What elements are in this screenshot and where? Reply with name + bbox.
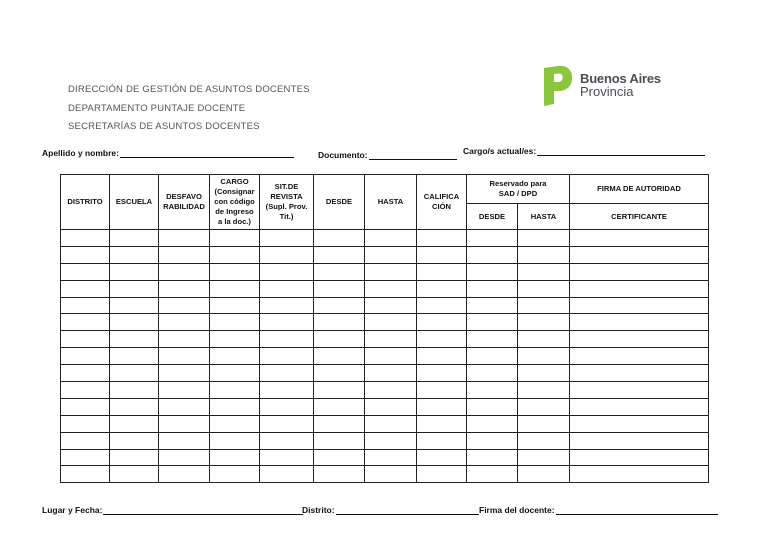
col-sit-line3: (Supl. Prov. (265, 202, 308, 211)
table-cell[interactable] (260, 331, 314, 348)
documento-line[interactable] (369, 150, 457, 160)
table-cell[interactable] (467, 246, 518, 263)
col-cargo (210, 175, 260, 230)
table-row (61, 246, 709, 263)
firma-docente-label: Firma del docente: (479, 505, 555, 515)
table-cell[interactable] (314, 382, 365, 399)
table-cell[interactable] (417, 280, 467, 297)
table-cell[interactable] (61, 415, 110, 432)
table-cell[interactable] (159, 246, 210, 263)
table-cell[interactable] (518, 246, 570, 263)
lugar-fecha-line[interactable] (103, 505, 303, 515)
firma-docente-field[interactable] (479, 505, 718, 515)
table-cell[interactable] (417, 297, 467, 314)
table-cell[interactable] (159, 314, 210, 331)
header-secretarias: SECRETARÍAS DE ASUNTOS DOCENTES (68, 121, 260, 132)
table-row (61, 280, 709, 297)
table-cell[interactable] (159, 348, 210, 365)
table-cell[interactable] (314, 331, 365, 348)
col-cargo-line2: (Consignar (214, 187, 255, 196)
table-cell[interactable] (210, 449, 260, 466)
table-cell[interactable] (110, 449, 159, 466)
table-cell[interactable] (467, 314, 518, 331)
table-cell[interactable] (417, 449, 467, 466)
table-cell[interactable] (110, 314, 159, 331)
table-cell[interactable] (417, 382, 467, 399)
table-cell[interactable] (159, 449, 210, 466)
col-hasta: HASTA (365, 175, 417, 230)
table-cell[interactable] (260, 230, 314, 247)
distrito-line[interactable] (336, 505, 479, 515)
table-cell[interactable] (210, 415, 260, 432)
table-cell[interactable] (417, 331, 467, 348)
col-distrito: DISTRITO (61, 175, 110, 230)
col-sit-line1: SIT.DE (274, 182, 299, 191)
table-cell[interactable] (417, 415, 467, 432)
header-departamento: DEPARTAMENTO PUNTAJE DOCENTE (68, 102, 246, 114)
table-cell[interactable] (260, 415, 314, 432)
table-row (61, 348, 709, 365)
table-cell[interactable] (260, 432, 314, 449)
table-cell[interactable] (260, 280, 314, 297)
table-cell[interactable] (467, 331, 518, 348)
table-cell[interactable] (110, 246, 159, 263)
table-cell[interactable] (314, 398, 365, 415)
table-row (61, 432, 709, 449)
col-res-desde: DESDE (467, 204, 518, 230)
table-cell[interactable] (365, 449, 417, 466)
table-body (61, 230, 709, 483)
table-cell[interactable] (365, 297, 417, 314)
table-cell[interactable] (467, 280, 518, 297)
table-cell[interactable] (518, 365, 570, 382)
table-row (61, 415, 709, 432)
table-cell[interactable] (570, 280, 709, 297)
table-cell[interactable] (260, 348, 314, 365)
table-cell[interactable] (467, 466, 518, 483)
table-cell[interactable] (61, 230, 110, 247)
lugar-fecha-field[interactable] (42, 505, 303, 515)
table-cell[interactable] (110, 398, 159, 415)
cargo-label: Cargo/s actual/es: (463, 146, 537, 156)
table-cell[interactable] (570, 230, 709, 247)
table-cell[interactable] (417, 398, 467, 415)
table-cell[interactable] (61, 432, 110, 449)
col-desfavo-line2: RABILIDAD (163, 202, 205, 211)
table-cell[interactable] (159, 432, 210, 449)
table-cell[interactable] (467, 415, 518, 432)
col-desfavorabilidad (159, 175, 210, 230)
table-cell[interactable] (210, 263, 260, 280)
table-cell[interactable] (159, 365, 210, 382)
table-cell[interactable] (518, 415, 570, 432)
table-cell[interactable] (260, 314, 314, 331)
logo-text (580, 72, 661, 98)
buenos-aires-logo (540, 64, 670, 110)
table-cell[interactable] (570, 297, 709, 314)
table-cell[interactable] (61, 398, 110, 415)
table-cell[interactable] (159, 382, 210, 399)
table-cell[interactable] (417, 246, 467, 263)
col-reservado (467, 175, 570, 204)
table-cell[interactable] (210, 230, 260, 247)
col-firma-autoridad: FIRMA DE AUTORIDAD (570, 175, 709, 204)
table-cell[interactable] (467, 348, 518, 365)
table-cell[interactable] (260, 398, 314, 415)
table-cell[interactable] (365, 382, 417, 399)
table-cell[interactable] (61, 348, 110, 365)
table-cell[interactable] (61, 297, 110, 314)
apellido-line[interactable] (120, 148, 294, 158)
table-cell[interactable] (314, 466, 365, 483)
header-direccion: DIRECCIÓN DE GESTIÓN DE ASUNTOS DOCENTES (68, 84, 310, 95)
table-cell[interactable] (314, 246, 365, 263)
table-row (61, 398, 709, 415)
table-cell[interactable] (159, 263, 210, 280)
table-cell[interactable] (518, 432, 570, 449)
table-cell[interactable] (518, 280, 570, 297)
table-cell[interactable] (314, 230, 365, 247)
table-cell[interactable] (260, 365, 314, 382)
table-cell[interactable] (210, 365, 260, 382)
col-reservado-line2: SAD / DPD (498, 189, 538, 198)
table-cell[interactable] (314, 314, 365, 331)
table-cell[interactable] (210, 331, 260, 348)
table-cell[interactable] (365, 398, 417, 415)
table-cell[interactable] (110, 382, 159, 399)
table-cell[interactable] (314, 432, 365, 449)
table-cell[interactable] (365, 415, 417, 432)
table-cell[interactable] (570, 398, 709, 415)
table-cell[interactable] (365, 466, 417, 483)
cargo-field[interactable] (463, 146, 705, 156)
table-cell[interactable] (417, 230, 467, 247)
table-cell[interactable] (159, 280, 210, 297)
table-row (61, 466, 709, 483)
table-cell[interactable] (518, 263, 570, 280)
table-cell[interactable] (570, 449, 709, 466)
table-cell[interactable] (467, 263, 518, 280)
table-cell[interactable] (570, 348, 709, 365)
table-cell[interactable] (260, 263, 314, 280)
col-res-hasta: HASTA (518, 204, 570, 230)
col-sit-line2: REVISTA (270, 192, 303, 201)
col-cargo-line5: a la doc.) (218, 217, 251, 226)
table-cell[interactable] (314, 348, 365, 365)
table-row (61, 314, 709, 331)
table-cell[interactable] (110, 348, 159, 365)
table-cell[interactable] (159, 297, 210, 314)
table-cell[interactable] (159, 230, 210, 247)
table-cell[interactable] (314, 280, 365, 297)
apellido-field[interactable] (42, 148, 294, 158)
table-cell[interactable] (417, 263, 467, 280)
table-cell[interactable] (260, 246, 314, 263)
table-cell[interactable] (314, 263, 365, 280)
table-cell[interactable] (314, 415, 365, 432)
table-cell[interactable] (159, 415, 210, 432)
table-cell[interactable] (518, 449, 570, 466)
table-cell[interactable] (159, 398, 210, 415)
table-cell[interactable] (260, 466, 314, 483)
table-cell[interactable] (417, 432, 467, 449)
table-row (61, 230, 709, 247)
table-cell[interactable] (110, 280, 159, 297)
col-desde: DESDE (314, 175, 365, 230)
table-cell[interactable] (260, 449, 314, 466)
table-cell[interactable] (61, 331, 110, 348)
col-cargo-line3: con código (214, 197, 255, 206)
table-cell[interactable] (417, 466, 467, 483)
apellido-label: Apellido y nombre: (42, 148, 119, 158)
table-cell[interactable] (365, 432, 417, 449)
table-cell[interactable] (159, 466, 210, 483)
lugar-fecha-label: Lugar y Fecha: (42, 505, 103, 515)
col-calif-line1: CALIFICA (423, 192, 460, 201)
table-cell[interactable] (314, 449, 365, 466)
documento-label: Documento: (318, 150, 368, 160)
col-escuela: ESCUELA (110, 175, 159, 230)
table-cell[interactable] (467, 398, 518, 415)
table-cell[interactable] (570, 331, 709, 348)
table-cell[interactable] (417, 314, 467, 331)
table-cell[interactable] (518, 348, 570, 365)
table-cell[interactable] (570, 415, 709, 432)
table-cell[interactable] (314, 297, 365, 314)
col-calif-line2: CIÓN (432, 202, 451, 211)
table-cell[interactable] (61, 280, 110, 297)
table-cell[interactable] (365, 263, 417, 280)
table-row (61, 382, 709, 399)
table-cell[interactable] (61, 263, 110, 280)
table-cell[interactable] (518, 398, 570, 415)
table-cell[interactable] (314, 365, 365, 382)
table-cell[interactable] (210, 432, 260, 449)
table-cell[interactable] (417, 348, 467, 365)
table-row (61, 297, 709, 314)
table-cell[interactable] (570, 314, 709, 331)
table-cell[interactable] (210, 314, 260, 331)
table-cell[interactable] (110, 432, 159, 449)
documento-field[interactable] (318, 150, 457, 160)
col-cargo-line1: CARGO (220, 177, 249, 186)
table-cell[interactable] (110, 365, 159, 382)
col-calificacion (417, 175, 467, 230)
table-cell[interactable] (518, 297, 570, 314)
table-cell[interactable] (61, 246, 110, 263)
table-cell[interactable] (110, 297, 159, 314)
table-cell[interactable] (467, 382, 518, 399)
distrito-label: Distrito: (302, 505, 335, 515)
table-cell[interactable] (467, 365, 518, 382)
table-cell[interactable] (365, 331, 417, 348)
table-row (61, 365, 709, 382)
table-cell[interactable] (210, 398, 260, 415)
table-cell[interactable] (110, 263, 159, 280)
col-certificante: CERTIFICANTE (570, 204, 709, 230)
table-cell[interactable] (467, 297, 518, 314)
table-cell[interactable] (110, 415, 159, 432)
table-cell[interactable] (467, 432, 518, 449)
table-cell[interactable] (518, 466, 570, 483)
table-cell[interactable] (570, 466, 709, 483)
table-cell[interactable] (210, 280, 260, 297)
table-cell[interactable] (210, 348, 260, 365)
firma-docente-line[interactable] (556, 505, 718, 515)
table-cell[interactable] (518, 314, 570, 331)
table-cell[interactable] (110, 466, 159, 483)
table-cell[interactable] (365, 230, 417, 247)
table-cell[interactable] (210, 466, 260, 483)
table-cell[interactable] (159, 331, 210, 348)
province-p-icon (540, 64, 576, 108)
cargo-line[interactable] (537, 146, 705, 156)
table-cell[interactable] (210, 246, 260, 263)
table-cell[interactable] (570, 365, 709, 382)
table-cell[interactable] (260, 297, 314, 314)
col-situacion-revista (260, 175, 314, 230)
table-cell[interactable] (61, 365, 110, 382)
table-cell[interactable] (570, 246, 709, 263)
table-cell[interactable] (518, 331, 570, 348)
table-cell[interactable] (61, 314, 110, 331)
table-cell[interactable] (260, 382, 314, 399)
table-cell[interactable] (365, 280, 417, 297)
table-cell[interactable] (518, 230, 570, 247)
table-cell[interactable] (61, 382, 110, 399)
table-cell[interactable] (467, 230, 518, 247)
table-cell[interactable] (365, 314, 417, 331)
col-sit-line4: Tit.) (279, 212, 294, 221)
table-cell[interactable] (570, 263, 709, 280)
table-cell[interactable] (365, 246, 417, 263)
table-cell[interactable] (417, 365, 467, 382)
table-cell[interactable] (61, 466, 110, 483)
col-desfavo-line1: DESFAVO (166, 192, 202, 201)
logo-line1: Buenos Aires (580, 71, 661, 86)
header-block (68, 84, 310, 140)
table-cell[interactable] (210, 297, 260, 314)
table-cell[interactable] (365, 365, 417, 382)
table-cell[interactable] (210, 382, 260, 399)
table-cell[interactable] (518, 382, 570, 399)
distrito-field[interactable] (302, 505, 479, 515)
table-row (61, 263, 709, 280)
table-cell[interactable] (365, 348, 417, 365)
table-cell[interactable] (570, 432, 709, 449)
table-row (61, 331, 709, 348)
table-row (61, 449, 709, 466)
table-cell[interactable] (110, 230, 159, 247)
col-cargo-line4: de Ingreso (215, 207, 254, 216)
table-cell[interactable] (467, 449, 518, 466)
table-cell[interactable] (61, 449, 110, 466)
logo-line2: Provincia (580, 84, 634, 99)
antecedentes-table (60, 174, 709, 483)
table-cell[interactable] (110, 331, 159, 348)
col-reservado-line1: Reservado para (489, 179, 547, 188)
table-cell[interactable] (570, 382, 709, 399)
